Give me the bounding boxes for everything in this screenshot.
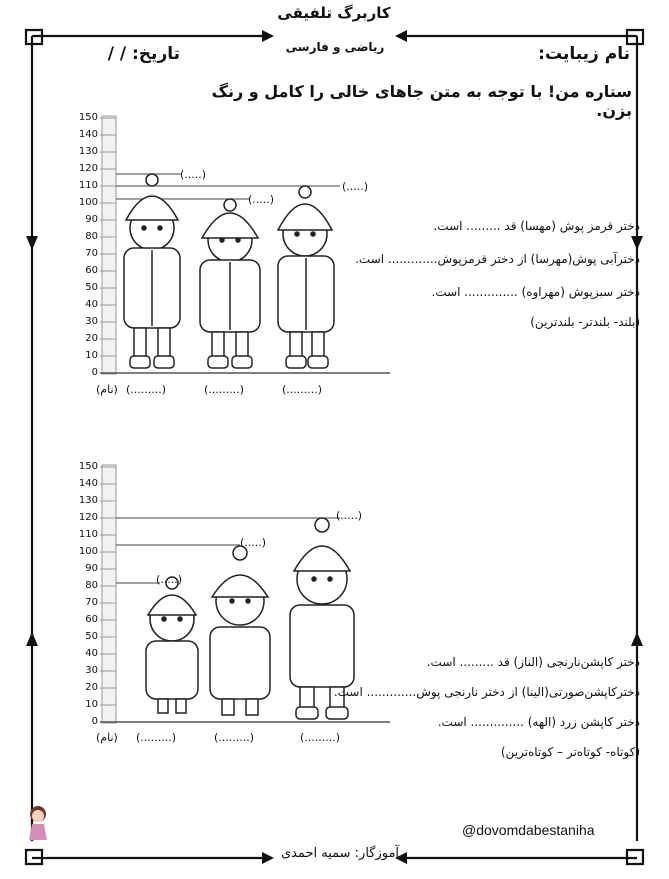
ruler-tick: 10 — [85, 350, 98, 361]
name-blank-5[interactable]: (.........) — [214, 731, 255, 744]
height-blank-5[interactable]: (.....) — [240, 536, 267, 549]
ruler-tick: 140 — [78, 478, 98, 489]
kid-red-figure — [124, 174, 180, 368]
ruler-tick: 60 — [85, 265, 98, 276]
ruler-tick: 50 — [85, 631, 98, 642]
height-blank-3[interactable]: (.....) — [342, 180, 369, 193]
teacher-name: آموزگار: سمیه احمدی — [280, 846, 400, 861]
ruler-tick: 0 — [91, 367, 98, 378]
date-label: تاریخ: / / — [107, 44, 180, 64]
instruction-text: ستاره من! با توجه به متن جاهای خالی را کامل و رنگ بزن. — [211, 82, 632, 120]
ruler-tick: 20 — [85, 682, 98, 693]
name-blank-6[interactable]: (.........) — [300, 731, 341, 744]
ruler-tick: 90 — [85, 214, 98, 225]
name-blank-4[interactable]: (.........) — [136, 731, 177, 744]
kid-pink-figure — [210, 546, 270, 715]
ruler-tick: 70 — [85, 597, 98, 608]
ruler-tick: 110 — [78, 180, 98, 191]
word-options-2: (کوتاه- کوتاه‌تر – کوتاه‌ترین) — [500, 745, 640, 759]
ruler-tick: 100 — [78, 197, 98, 208]
height-blank-4[interactable]: (.....) — [156, 573, 183, 586]
social-handle: @dovomdabestaniha — [462, 822, 595, 838]
name-label-col: (نام) — [96, 731, 118, 744]
ruler-tick: 120 — [78, 163, 98, 174]
ruler-tick: 40 — [85, 648, 98, 659]
question-2: دخترآبی پوش(مهرسا) از دختر قرمزپوش............. است. — [355, 252, 640, 266]
name-label-col: (نام) — [96, 383, 118, 396]
ruler-tick: 10 — [85, 699, 98, 710]
ruler-tick: 80 — [85, 580, 98, 591]
question-1: دختر قرمز پوش (مهسا) قد ......... است. — [433, 219, 640, 233]
doll-icon — [24, 804, 52, 842]
name-blank-1[interactable]: (.........) — [126, 383, 167, 396]
kid-blue-figure — [200, 199, 260, 368]
ruler-tick: 0 — [91, 716, 98, 727]
name-blank-3[interactable]: (.........) — [282, 383, 323, 396]
height-blank-1[interactable]: (.....) — [180, 168, 207, 181]
question-4: دختر کاپشن‌نارنجی (الناز) قد ......... است. — [426, 655, 640, 669]
height-blank-6[interactable]: (.....) — [336, 509, 363, 522]
ruler-tick: 110 — [78, 529, 98, 540]
ruler-tick: 70 — [85, 248, 98, 259]
ruler-tick: 30 — [85, 316, 98, 327]
ruler-tick: 120 — [78, 512, 98, 523]
ruler-tick: 140 — [78, 129, 98, 140]
question-3: دختر سبزپوش (مهراوه) .............. است. — [431, 285, 640, 299]
question-5: دخترکاپشن‌صورتی(الینا) از دختر نارنجی پوش............. است. — [333, 685, 640, 699]
ruler-tick: 80 — [85, 231, 98, 242]
name-blank-2[interactable]: (.........) — [204, 383, 245, 396]
name-label: نام زیبایت: — [538, 44, 630, 64]
ruler-tick: 40 — [85, 299, 98, 310]
ruler-tick: 130 — [78, 146, 98, 157]
ruler-tick: 60 — [85, 614, 98, 625]
ruler-tick: 50 — [85, 282, 98, 293]
question-6: دختر کاپشن زرد (الهه) .............. است. — [437, 715, 640, 729]
kid-green-figure — [278, 186, 334, 368]
height-blank-2[interactable]: (.....) — [248, 193, 275, 206]
ruler-tick: 100 — [78, 546, 98, 557]
worksheet-subtitle: ریاضی و فارسی — [285, 40, 385, 54]
height-chart-1 — [100, 110, 400, 380]
ruler-tick: 150 — [78, 461, 98, 472]
ruler-tick: 20 — [85, 333, 98, 344]
ruler-tick: 130 — [78, 495, 98, 506]
ruler-tick: 150 — [78, 112, 98, 123]
ruler-tick: 90 — [85, 563, 98, 574]
word-options-1: (بلند- بلندتر- بلندترین) — [530, 315, 640, 329]
kid-orange-figure — [146, 577, 198, 713]
worksheet-title: کاربرگ تلفیقی — [277, 4, 391, 22]
ruler-tick: 30 — [85, 665, 98, 676]
